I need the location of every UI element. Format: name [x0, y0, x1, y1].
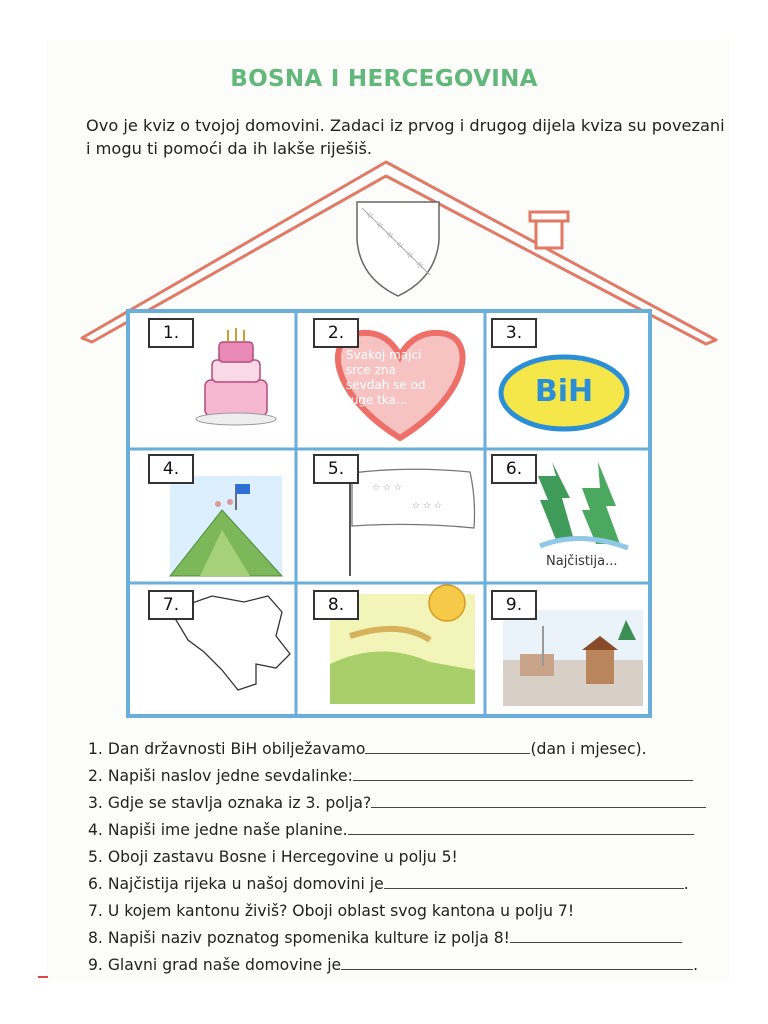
svg-text:☆: ☆ — [386, 231, 395, 241]
question-4-text: 4. Napiši ime jedne naše planine. — [88, 821, 348, 839]
question-6 — [88, 871, 728, 898]
cell-number-9: 9. — [491, 590, 537, 620]
cell-number-6: 6. — [491, 454, 537, 484]
cell-number-7: 7. — [148, 590, 194, 620]
question-8-text: 8. Napiši naziv poznatog spomenika kulture iz polja 8! — [88, 929, 510, 947]
chimney-icon — [530, 212, 568, 248]
question-8 — [88, 925, 728, 952]
answer-9-line[interactable] — [341, 953, 693, 970]
cell-number-5: 5. — [313, 454, 359, 484]
cell-number-1: 1. — [148, 318, 194, 348]
svg-text:☆: ☆ — [366, 211, 375, 221]
answer-2-line[interactable] — [353, 764, 693, 781]
question-5-text: 5. Oboji zastavu Bosne i Hercegovine u polju 5! — [88, 848, 458, 866]
question-9-suffix: . — [693, 956, 699, 974]
bih-badge-text: BiH — [534, 374, 594, 409]
svg-text:☆: ☆ — [396, 241, 405, 251]
question-3 — [88, 790, 728, 817]
question-4 — [88, 817, 728, 844]
answer-8-line[interactable] — [510, 926, 682, 943]
question-2-text: 2. Napiši naslov jedne sevdalinke: — [88, 767, 353, 785]
cell-number-4: 4. — [148, 454, 194, 484]
cell-number-8: 8. — [313, 590, 359, 620]
answer-3-line[interactable] — [371, 791, 706, 808]
question-6-text: 6. Najčistija rijeka u našoj domovini je — [88, 875, 384, 893]
cell-number-2: 2. — [313, 318, 359, 348]
page-title: BOSNA I HERCEGOVINA — [230, 66, 538, 92]
intro-text: Ovo je kviz o tvojoj domovini. Zadaci iz prvog i drugog dijela kviza su povezani i mogu ti pomoći da ih lakše riješiš. — [86, 116, 725, 158]
question-5 — [88, 844, 728, 871]
svg-text:☆ ☆ ☆: ☆ ☆ ☆ — [412, 501, 442, 511]
question-9-text: 9. Glavni grad naše domovine je — [88, 956, 342, 974]
heart-text: Svakoj majci srce zna sevdah se od tuge tka... — [346, 348, 426, 407]
answer-1-line[interactable] — [365, 737, 530, 754]
question-1-suffix: (dan i mjesec). — [530, 740, 647, 758]
question-7 — [88, 898, 728, 925]
margin-mark — [38, 976, 48, 978]
question-2 — [88, 763, 728, 790]
svg-text:☆: ☆ — [376, 221, 385, 231]
question-7-text: 7. U kojem kantonu živiš? Oboji oblast svog kantona u polju 7! — [88, 902, 575, 920]
question-list — [88, 736, 728, 979]
question-6-suffix: . — [683, 875, 689, 893]
coat-of-arms-icon — [357, 202, 439, 296]
river-caption: Najčistija... — [546, 554, 618, 569]
question-1-text: 1. Dan državnosti BiH obilježavamo — [88, 740, 366, 758]
svg-text:☆: ☆ — [406, 251, 415, 261]
question-9 — [88, 952, 728, 979]
answer-4-line[interactable] — [348, 818, 694, 835]
mountain-climbers-icon — [170, 476, 282, 576]
cell-number-3: 3. — [491, 318, 537, 348]
question-1 — [88, 736, 728, 763]
svg-text:☆ ☆ ☆: ☆ ☆ ☆ — [372, 483, 402, 493]
fountain-square-icon — [503, 610, 643, 706]
svg-text:☆: ☆ — [416, 261, 425, 271]
answer-6-line[interactable] — [384, 872, 684, 889]
question-3-text: 3. Gdje se stavlja oznaka iz 3. polja? — [88, 794, 372, 812]
